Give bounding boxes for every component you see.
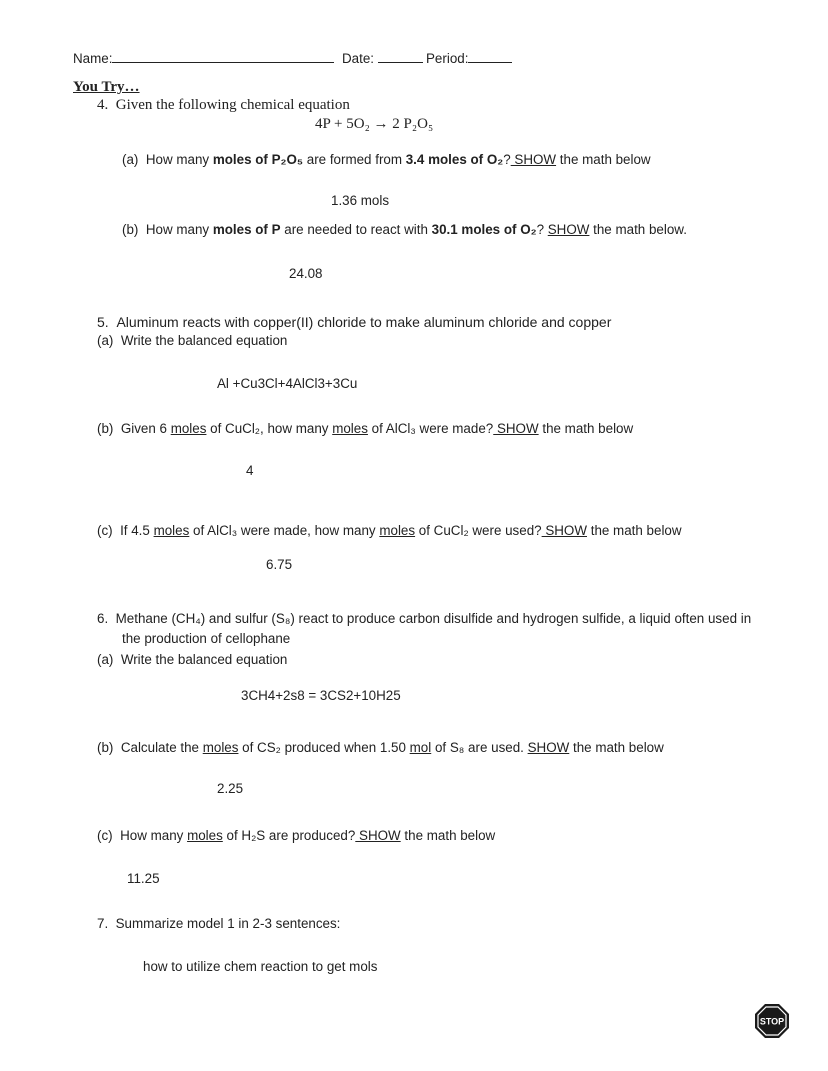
q4-equation: 4P + 5O₂ → 2 P₂O₅ — [315, 116, 434, 132]
period-label: Period: — [426, 51, 469, 66]
q4a-question: (a) How many moles of P₂O₅ are formed from 3.4 moles of O₂? SHOW the math below — [122, 152, 651, 167]
q6-prompt-line2: the production of cellophane — [122, 631, 291, 646]
q6c-answer[interactable]: 11.25 — [127, 871, 160, 886]
date-label: Date: — [342, 51, 375, 66]
q4b-answer[interactable]: 24.08 — [289, 266, 323, 281]
section-title: You Try… — [73, 79, 140, 95]
stop-sign-text: STOP — [759, 1016, 785, 1027]
name-blank[interactable] — [112, 51, 334, 63]
q6-prompt: 6. Methane (CH₄) and sulfur (S₈) react to produce carbon disulfide and hydrogen sulfide, a liquid often used in — [97, 611, 752, 626]
q5a-question: (a) Write the balanced equation — [97, 333, 288, 348]
q4a-answer[interactable]: 1.36 mols — [331, 193, 390, 208]
q5b-answer[interactable]: 4 — [246, 463, 254, 478]
q6c-question: (c) How many moles of H₂S are produced? SHOW the math below — [97, 828, 496, 843]
q4-number: 4. — [97, 97, 109, 113]
period-blank[interactable] — [468, 51, 512, 63]
q6a-question: (a) Write the balanced equation — [97, 652, 288, 667]
q6b-answer[interactable]: 2.25 — [217, 781, 244, 796]
q5a-answer[interactable]: Al +Cu3Cl+4AlCl3+3Cu — [217, 376, 358, 391]
period-field[interactable] — [426, 51, 512, 66]
q7-answer[interactable]: how to utilize chem reaction to get mols — [143, 959, 378, 974]
date-field[interactable] — [342, 51, 423, 66]
q5-prompt: 5. Aluminum reacts with copper(II) chloride to make aluminum chloride and copper — [97, 314, 612, 330]
q6a-answer[interactable]: 3CH4+2s8 = 3CS2+10H25 — [241, 688, 401, 703]
q6b-question: (b) Calculate the moles of CS₂ produced when 1.50 mol of S₈ are used. SHOW the math below — [97, 740, 664, 755]
q4-prompt-text: Given the following chemical equation — [115, 97, 350, 113]
q7-prompt: 7. Summarize model 1 in 2-3 sentences: — [97, 916, 341, 931]
name-field[interactable] — [73, 51, 334, 66]
date-blank[interactable] — [378, 51, 423, 63]
q4b-question: (b) How many moles of P are needed to react with 30.1 moles of O₂? SHOW the math below. — [122, 222, 687, 237]
q4-prompt — [97, 97, 350, 114]
q5b-question: (b) Given 6 moles of CuCl₂, how many moles of AlCl₃ were made? SHOW the math below — [97, 421, 634, 436]
stop-sign-icon — [754, 1003, 790, 1039]
name-label: Name: — [73, 51, 113, 66]
q5c-answer[interactable]: 6.75 — [266, 557, 293, 572]
q5c-question: (c) If 4.5 moles of AlCl₃ were made, how many moles of CuCl₂ were used? SHOW the math below — [97, 523, 682, 538]
